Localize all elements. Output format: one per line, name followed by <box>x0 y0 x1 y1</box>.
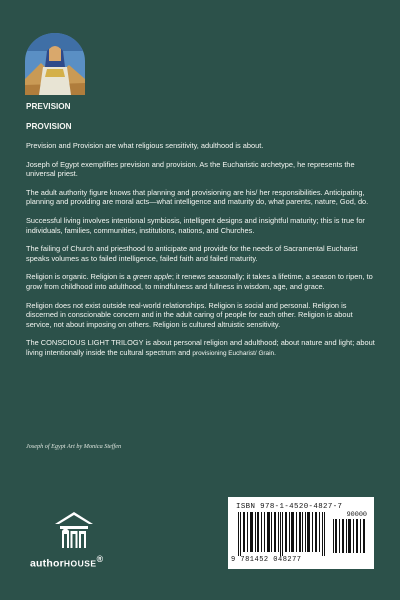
barcode-number: 9 781452 048277 <box>231 556 302 564</box>
price-code: 90000 <box>346 511 367 519</box>
isbn-text: ISBN 978-1-4520-4827-7 <box>236 503 343 511</box>
authorhouse-house-icon <box>53 510 95 550</box>
trilogy-text-small: provisioning Eucharist/ Grain. <box>192 349 276 357</box>
paragraph: Joseph of Egypt exemplifies prevision and provision. As the Eucharistic archetype, he represents the universal priest. <box>26 159 355 179</box>
heading-prevision: PREVISION <box>26 102 71 111</box>
joseph-of-egypt-artwork <box>25 33 85 95</box>
paragraph-trilogy <box>26 338 378 358</box>
registered-mark: ® <box>96 554 104 564</box>
paragraph: Successful living involves intentional symbiosis, intelligent designs and insightful maturity; this is true for individuals, families, communities, institutions, nations, and Churches. <box>26 215 365 235</box>
back-cover-text <box>26 102 378 368</box>
organic-text-end: ; it renews seasonally; it takes a lifetime, a season to ripen, to grow from childhood into adulthood, to mindfulness and fullness in wisdom, age, and grace. <box>26 272 373 291</box>
paragraph-social: Religion does not exist outside real-world relationships. Religion is social and personal. Religion is discerned in conscionable concern and in the adult caring of people for each other. Religion is about service, not about imposing on others. Religion is cultured altruistic sensitivity. <box>26 300 353 329</box>
paragraph: The adult authority figure knows that planning and provisioning are his/ her responsibilities. Anticipating, planning and providing are moral acts—what intelligence and maturity do, what parents, nature, God, do. <box>26 187 369 207</box>
paragraph: Prevision and Provision are what religious sensitivity, adulthood is about. <box>26 141 264 150</box>
barcode <box>228 497 374 569</box>
heading-provision: PROVISION <box>26 121 72 131</box>
publisher-name <box>30 554 103 570</box>
publisher-name-main: author <box>30 557 64 570</box>
green-apple-emphasis: green apple <box>132 272 172 282</box>
publisher-logo <box>30 510 140 570</box>
organic-text-start: Religion is organic. Religion is a <box>26 272 133 282</box>
paragraph: The failing of Church and priesthood to anticipate and provide for the needs of Sacramental Eucharist speaks volumes as to failed intelligence, failed faith and failed maturity. <box>26 244 358 263</box>
trilogy-text: The CONSCIOUS LIGHT TRILOGY is about personal religion and adulthood; about nature and light; about living intentionally inside the cultural spectrum and <box>26 338 375 357</box>
art-credit: Joseph of Egypt Art by Monica Steffen <box>26 443 122 450</box>
addon-barcode-bars <box>332 519 366 553</box>
publisher-name-house: HOUSE <box>63 558 97 569</box>
ean-barcode-bars <box>236 512 328 556</box>
paragraph-organic <box>26 272 378 291</box>
